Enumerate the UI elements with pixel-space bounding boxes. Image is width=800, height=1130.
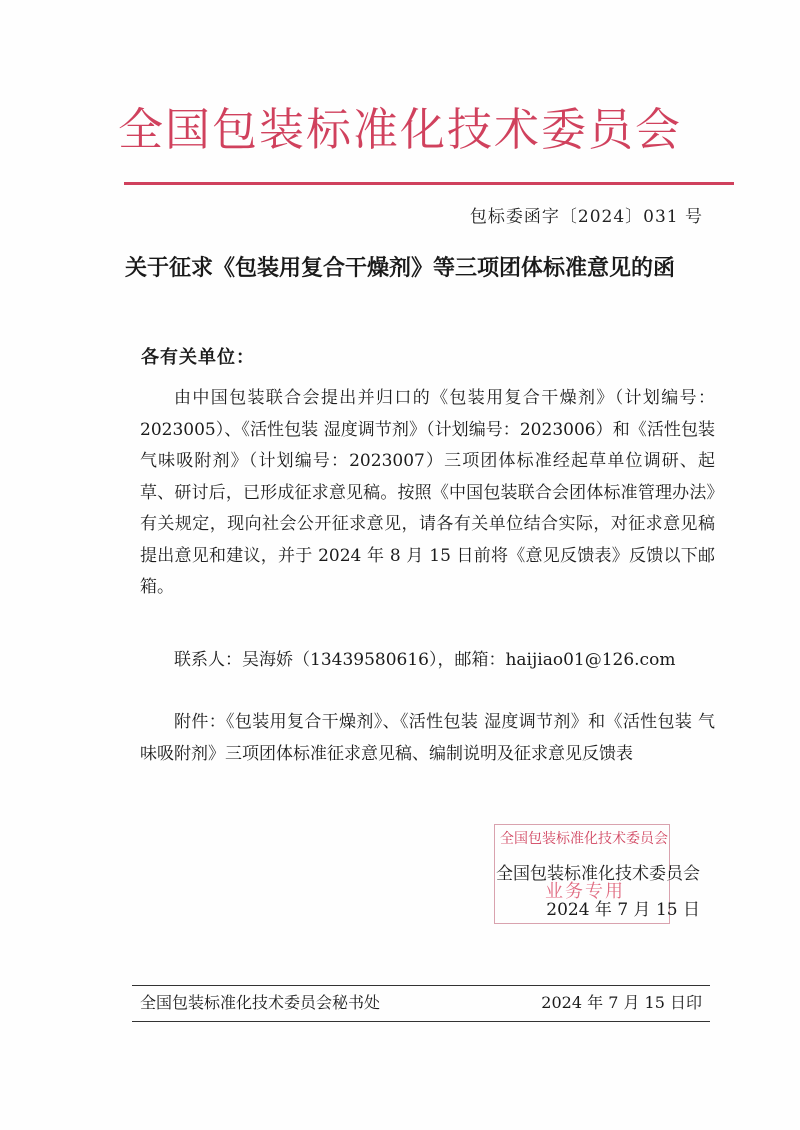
body-paragraph: 由中国包装联合会提出并归口的《包装用复合干燥剂》（计划编号：2023005）、《活性包装 湿度调节剂》（计划编号：2023006）和《活性包装 气味吸附剂》（计划编号：2023007）三项团体标准经起草单位调研、起草、研讨后，已形成征求意见稿。按照《中国包装联合会团体标准管理办法》有关规定，现向社会公开征求意见，请各有关单位结合实际，对征求意见稿提出意见和建议，并于 2024 年 8 月 15 日前将《意见反馈表》反馈以下邮箱。 xyxy=(140,388,715,597)
footer-divider-top xyxy=(132,985,710,986)
document-title: 关于征求《包装用复合干燥剂》等三项团体标准意见的函 xyxy=(124,256,675,281)
footer-divider-bottom xyxy=(132,1021,710,1022)
document-number: 包标委函字〔2024〕031 号 xyxy=(469,207,703,227)
salutation: 各有关单位： xyxy=(141,347,255,368)
footer-print-date: 2024 年 7 月 15 日印 xyxy=(541,993,702,1012)
header-divider xyxy=(124,182,734,185)
header-org-name: 全国包装标准化技术委员会 xyxy=(117,103,682,156)
attachment-paragraph: 附件：《包装用复合干燥剂》、《活性包装 湿度调节剂》和《活性包装 气味吸附剂》三项团体标准征求意见稿、编制说明及征求意见反馈表 xyxy=(140,712,715,764)
footer-issuer: 全国包装标准化技术委员会秘书处 xyxy=(140,993,381,1012)
signature-org: 全国包装标准化技术委员会 xyxy=(496,864,700,884)
stamp-sub-text: 业务专用 xyxy=(545,881,625,902)
contact-line: 联系人：吴海娇（13439580616），邮箱：haijiao01@126.com xyxy=(174,650,676,670)
stamp-org-text: 全国包装标准化技术委员会 xyxy=(500,831,668,847)
signature-date: 2024 年 7 月 15 日 xyxy=(546,900,700,920)
